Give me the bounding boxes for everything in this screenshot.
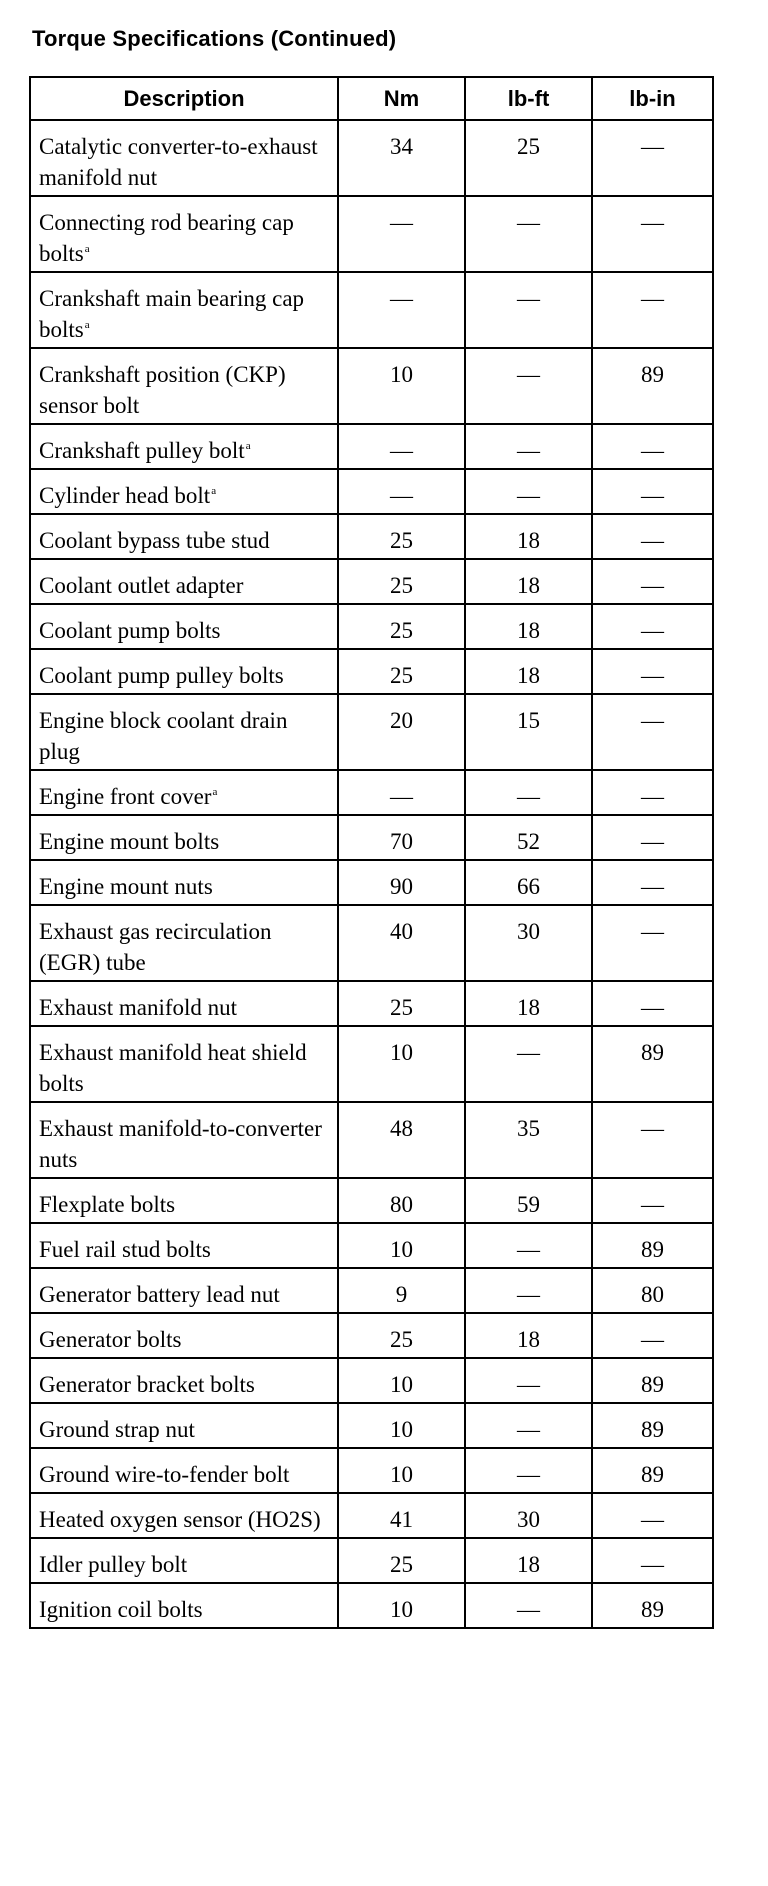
description-cell: [30, 1583, 338, 1628]
table-row: [30, 120, 713, 196]
table-row: [30, 348, 713, 424]
description-cell: [30, 981, 338, 1026]
description-text: Idler pulley bolt: [39, 1552, 188, 1577]
table-row: [30, 559, 713, 604]
lb-ft-value-cell: —: [465, 1026, 592, 1102]
table-row: [30, 196, 713, 272]
lb-ft-value-cell: —: [465, 1268, 592, 1313]
lb-in-value-cell: —: [592, 905, 713, 981]
table-row: [30, 1403, 713, 1448]
description-text: Engine front cover: [39, 784, 212, 809]
description-text: Catalytic converter-to-exhaust manifold nut: [39, 134, 318, 190]
description-cell: [30, 905, 338, 981]
description-cell: [30, 120, 338, 196]
description-cell: [30, 348, 338, 424]
nm-value-cell: 25: [338, 1538, 465, 1583]
lb-in-value-cell: —: [592, 120, 713, 196]
lb-ft-value-cell: 18: [465, 514, 592, 559]
description-text: Generator bracket bolts: [39, 1372, 255, 1397]
page-title: Torque Specifications (Continued): [32, 26, 397, 51]
description-cell: [30, 1102, 338, 1178]
description-cell: [30, 694, 338, 770]
nm-value-cell: 25: [338, 649, 465, 694]
nm-value-cell: 41: [338, 1493, 465, 1538]
lb-in-value-cell: 89: [592, 1448, 713, 1493]
description-cell: [30, 770, 338, 815]
description-cell: [30, 649, 338, 694]
nm-value-cell: 10: [338, 1583, 465, 1628]
nm-value-cell: —: [338, 469, 465, 514]
table-row: [30, 1223, 713, 1268]
lb-ft-value-cell: —: [465, 1448, 592, 1493]
nm-value-cell: —: [338, 272, 465, 348]
lb-in-value-cell: 89: [592, 1403, 713, 1448]
description-cell: [30, 1358, 338, 1403]
lb-in-value-cell: —: [592, 424, 713, 469]
table-row: [30, 1493, 713, 1538]
lb-ft-value-cell: —: [465, 424, 592, 469]
header-nm: Nm: [338, 77, 465, 120]
table-row: [30, 272, 713, 348]
description-text: Generator battery lead nut: [39, 1282, 280, 1307]
footnote-marker: a: [212, 786, 218, 798]
nm-value-cell: 10: [338, 1026, 465, 1102]
lb-in-value-cell: —: [592, 1102, 713, 1178]
table-row: [30, 424, 713, 469]
lb-in-value-cell: 89: [592, 1223, 713, 1268]
description-cell: [30, 1313, 338, 1358]
description-cell: [30, 1538, 338, 1583]
table-row: [30, 1102, 713, 1178]
lb-in-value-cell: 89: [592, 1583, 713, 1628]
lb-ft-value-cell: 30: [465, 1493, 592, 1538]
description-cell: [30, 1268, 338, 1313]
lb-in-value-cell: —: [592, 694, 713, 770]
nm-value-cell: 9: [338, 1268, 465, 1313]
description-cell: [30, 424, 338, 469]
lb-in-value-cell: —: [592, 815, 713, 860]
header-lb-ft: lb-ft: [465, 77, 592, 120]
footnote-marker: a: [245, 440, 251, 452]
nm-value-cell: 34: [338, 120, 465, 196]
table-row: [30, 694, 713, 770]
nm-value-cell: 25: [338, 559, 465, 604]
table-body: [30, 120, 713, 1628]
lb-ft-value-cell: —: [465, 1223, 592, 1268]
lb-in-value-cell: 89: [592, 1358, 713, 1403]
lb-in-value-cell: —: [592, 1313, 713, 1358]
lb-in-value-cell: 89: [592, 1026, 713, 1102]
lb-in-value-cell: —: [592, 272, 713, 348]
description-text: Engine mount bolts: [39, 829, 220, 854]
table-header-row: [30, 77, 713, 120]
nm-value-cell: 80: [338, 1178, 465, 1223]
lb-ft-value-cell: —: [465, 770, 592, 815]
table-row: [30, 905, 713, 981]
description-text: Coolant bypass tube stud: [39, 528, 270, 553]
table-row: [30, 649, 713, 694]
lb-ft-value-cell: —: [465, 196, 592, 272]
footnote-marker: a: [211, 485, 217, 497]
lb-in-value-cell: —: [592, 860, 713, 905]
description-text: Heated oxygen sensor (HO2S): [39, 1507, 321, 1532]
table-row: [30, 1583, 713, 1628]
lb-ft-value-cell: —: [465, 1403, 592, 1448]
description-text: Generator bolts: [39, 1327, 182, 1352]
nm-value-cell: —: [338, 424, 465, 469]
table-row: [30, 1313, 713, 1358]
table-row: [30, 604, 713, 649]
table-row: [30, 514, 713, 559]
nm-value-cell: 25: [338, 604, 465, 649]
nm-value-cell: —: [338, 770, 465, 815]
lb-ft-value-cell: 18: [465, 559, 592, 604]
description-cell: [30, 469, 338, 514]
table-row: [30, 815, 713, 860]
table-row: [30, 981, 713, 1026]
description-text: Exhaust manifold-to-converter nuts: [39, 1116, 322, 1172]
lb-ft-value-cell: —: [465, 272, 592, 348]
lb-in-value-cell: 89: [592, 348, 713, 424]
description-text: Exhaust manifold heat shield bolts: [39, 1040, 307, 1096]
description-cell: [30, 1403, 338, 1448]
lb-in-value-cell: —: [592, 196, 713, 272]
lb-ft-value-cell: —: [465, 348, 592, 424]
description-text: Ignition coil bolts: [39, 1597, 203, 1622]
table-row: [30, 860, 713, 905]
lb-in-value-cell: —: [592, 981, 713, 1026]
nm-value-cell: 10: [338, 1223, 465, 1268]
lb-ft-value-cell: —: [465, 469, 592, 514]
lb-in-value-cell: —: [592, 604, 713, 649]
nm-value-cell: 10: [338, 1358, 465, 1403]
description-text: Engine block coolant drain plug: [39, 708, 288, 764]
description-text: Flexplate bolts: [39, 1192, 176, 1217]
description-cell: [30, 559, 338, 604]
lb-ft-value-cell: 66: [465, 860, 592, 905]
description-cell: [30, 860, 338, 905]
nm-value-cell: 10: [338, 348, 465, 424]
lb-ft-value-cell: 30: [465, 905, 592, 981]
description-cell: [30, 1026, 338, 1102]
description-cell: [30, 1223, 338, 1268]
lb-ft-value-cell: 18: [465, 604, 592, 649]
description-text: Crankshaft position (CKP) sensor bolt: [39, 362, 286, 418]
nm-value-cell: 48: [338, 1102, 465, 1178]
nm-value-cell: —: [338, 196, 465, 272]
header-description: Description: [30, 77, 338, 120]
lb-ft-value-cell: 18: [465, 649, 592, 694]
lb-in-value-cell: —: [592, 559, 713, 604]
footnote-marker: a: [84, 319, 90, 331]
lb-in-value-cell: —: [592, 469, 713, 514]
nm-value-cell: 25: [338, 514, 465, 559]
lb-ft-value-cell: —: [465, 1583, 592, 1628]
table-row: [30, 1178, 713, 1223]
header-lb-in: lb-in: [592, 77, 713, 120]
description-text: Coolant pump pulley bolts: [39, 663, 284, 688]
description-text: Exhaust gas recirculation (EGR) tube: [39, 919, 272, 975]
lb-ft-value-cell: 59: [465, 1178, 592, 1223]
lb-ft-value-cell: 15: [465, 694, 592, 770]
lb-in-value-cell: —: [592, 1538, 713, 1583]
footnote-marker: a: [84, 243, 90, 255]
description-cell: [30, 604, 338, 649]
lb-ft-value-cell: —: [465, 1358, 592, 1403]
description-text: Coolant pump bolts: [39, 618, 221, 643]
nm-value-cell: 90: [338, 860, 465, 905]
nm-value-cell: 25: [338, 981, 465, 1026]
torque-spec-table: [29, 76, 714, 1629]
lb-in-value-cell: —: [592, 1178, 713, 1223]
nm-value-cell: 10: [338, 1448, 465, 1493]
description-cell: [30, 196, 338, 272]
description-cell: [30, 815, 338, 860]
lb-ft-value-cell: 25: [465, 120, 592, 196]
lb-in-value-cell: 80: [592, 1268, 713, 1313]
description-text: Fuel rail stud bolts: [39, 1237, 211, 1262]
table-row: [30, 1358, 713, 1403]
lb-in-value-cell: —: [592, 770, 713, 815]
nm-value-cell: 40: [338, 905, 465, 981]
nm-value-cell: 20: [338, 694, 465, 770]
lb-ft-value-cell: 52: [465, 815, 592, 860]
table-row: [30, 1538, 713, 1583]
description-text: Ground wire-to-fender bolt: [39, 1462, 290, 1487]
nm-value-cell: 70: [338, 815, 465, 860]
description-cell: [30, 1493, 338, 1538]
description-text: Coolant outlet adapter: [39, 573, 244, 598]
lb-in-value-cell: —: [592, 1493, 713, 1538]
lb-ft-value-cell: 35: [465, 1102, 592, 1178]
lb-in-value-cell: —: [592, 514, 713, 559]
description-cell: [30, 514, 338, 559]
nm-value-cell: 10: [338, 1403, 465, 1448]
table-row: [30, 1448, 713, 1493]
table-row: [30, 469, 713, 514]
lb-ft-value-cell: 18: [465, 1313, 592, 1358]
description-text: Connecting rod bearing cap bolts: [39, 210, 294, 266]
description-text: Cylinder head bolt: [39, 483, 211, 508]
lb-ft-value-cell: 18: [465, 1538, 592, 1583]
lb-in-value-cell: —: [592, 649, 713, 694]
description-cell: [30, 1178, 338, 1223]
description-cell: [30, 1448, 338, 1493]
description-text: Engine mount nuts: [39, 874, 213, 899]
description-text: Crankshaft pulley bolt: [39, 438, 245, 463]
description-text: Exhaust manifold nut: [39, 995, 238, 1020]
description-text: Ground strap nut: [39, 1417, 195, 1442]
description-text: Crankshaft main bearing cap bolts: [39, 286, 305, 342]
lb-ft-value-cell: 18: [465, 981, 592, 1026]
table-row: [30, 1026, 713, 1102]
nm-value-cell: 25: [338, 1313, 465, 1358]
table-row: [30, 1268, 713, 1313]
description-cell: [30, 272, 338, 348]
table-row: [30, 770, 713, 815]
